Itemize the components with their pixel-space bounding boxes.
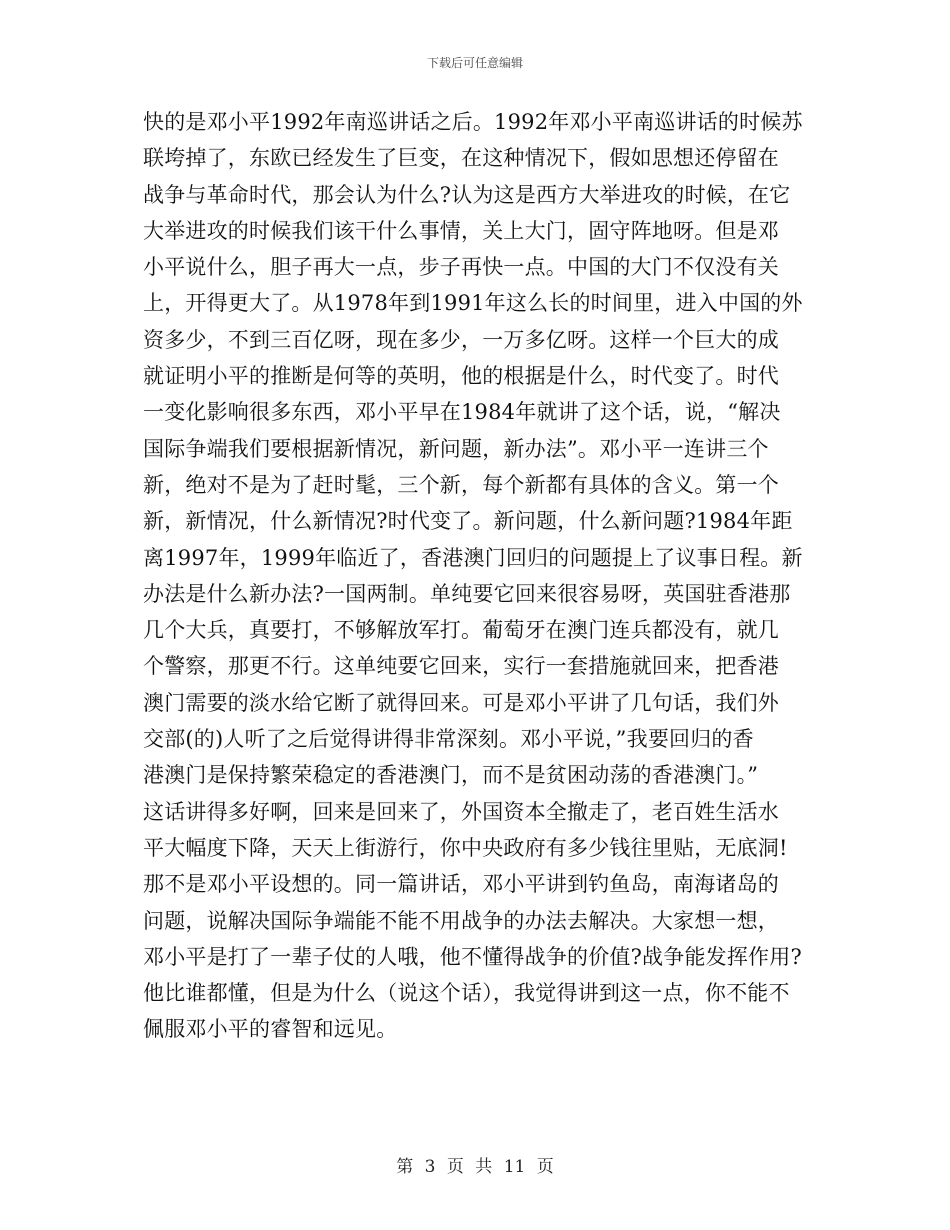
text-line: 新，绝对不是为了赶时髦，三个新，每个新都有具体的含义。第一个 <box>143 472 779 497</box>
text-line: 这话讲得多好啊，回来是回来了，外国资本全撤走了，老百姓生活水 <box>143 799 779 824</box>
text-line: 澳门需要的淡水给它断了就得回来。可是邓小平讲了几句话，我们外 <box>143 690 779 715</box>
text-line: 新，新情况，什么新情况?时代变了。新问题，什么新问题?1984年距 <box>143 509 793 534</box>
text-line: 一变化影响很多东西，邓小平早在1984年就讲了这个话，说，“解决 <box>143 400 781 425</box>
text-line: 资多少，不到三百亿呀，现在多少，一万多亿呀。这样一个巨大的成 <box>143 327 779 352</box>
text-line: 国际争端我们要根据新情况，新问题，新办法”。邓小平一连讲三个 <box>143 436 769 461</box>
text-line: 交部(的)人听了之后觉得讲得非常深刻。邓小平说，”我要回归的香 <box>143 727 754 752</box>
text-line: 就证明小平的推断是何等的英明，他的根据是什么，时代变了。时代 <box>143 364 779 389</box>
text-line: 办法是什么新办法?一国两制。单纯要它回来很容易呀，英国驻香港那 <box>143 581 791 606</box>
text-line: 上，开得更大了。从1978年到1991年这么长的时间里，进入中国的外 <box>143 291 803 316</box>
text-line: 那不是邓小平设想的。同一篇讲话，邓小平讲到钓鱼岛，南海诸岛的 <box>143 872 779 897</box>
body-text <box>143 104 825 1048</box>
text-line: 佩服邓小平的睿智和远见。 <box>143 1017 398 1042</box>
text-line: 联垮掉了，东欧已经发生了巨变，在这种情况下，假如思想还停留在 <box>143 146 779 171</box>
text-line: 平大幅度下降，天天上街游行，你中央政府有多少钱往里贴，无底洞! <box>143 835 788 860</box>
text-line: 战争与革命时代，那会认为什么?认为这是西方大举进攻的时候，在它 <box>143 182 791 207</box>
page-number: 第 3 页 共 11 页 <box>396 1157 554 1177</box>
page-header: 下载后可任意编辑 <box>426 56 523 70</box>
text-line: 个警察，那更不行。这单纯要它回来，实行一套措施就回来，把香港 <box>143 654 779 679</box>
text-line: 问题，说解决国际争端能不能不用战争的办法去解决。大家想一想， <box>143 908 779 933</box>
text-line: 港澳门是保持繁荣稳定的香港澳门，而不是贫困动荡的香港澳门。” <box>143 763 759 788</box>
text-line: 他比谁都懂，但是为什么（说这个话），我觉得讲到这一点，你不能不 <box>143 981 790 1006</box>
text-line: 邓小平是打了一辈子仗的人哦，他不懂得战争的价值?战争能发挥作用? <box>143 944 802 969</box>
text-line: 大举进攻的时候我们该干什么事情，关上大门，固守阵地呀。但是邓 <box>143 218 779 243</box>
text-line: 快的是邓小平1992年南巡讲话之后。1992年邓小平南巡讲话的时候苏 <box>143 110 803 134</box>
text-line: 几个大兵，真要打，不够解放军打。葡萄牙在澳门连兵都没有，就几 <box>143 618 779 643</box>
text-line: 离1997年，1999年临近了，香港澳门回归的问题提上了议事日程。新 <box>143 545 803 570</box>
text-line: 小平说什么，胆子再大一点，步子再快一点。中国的大门不仅没有关 <box>143 255 779 280</box>
